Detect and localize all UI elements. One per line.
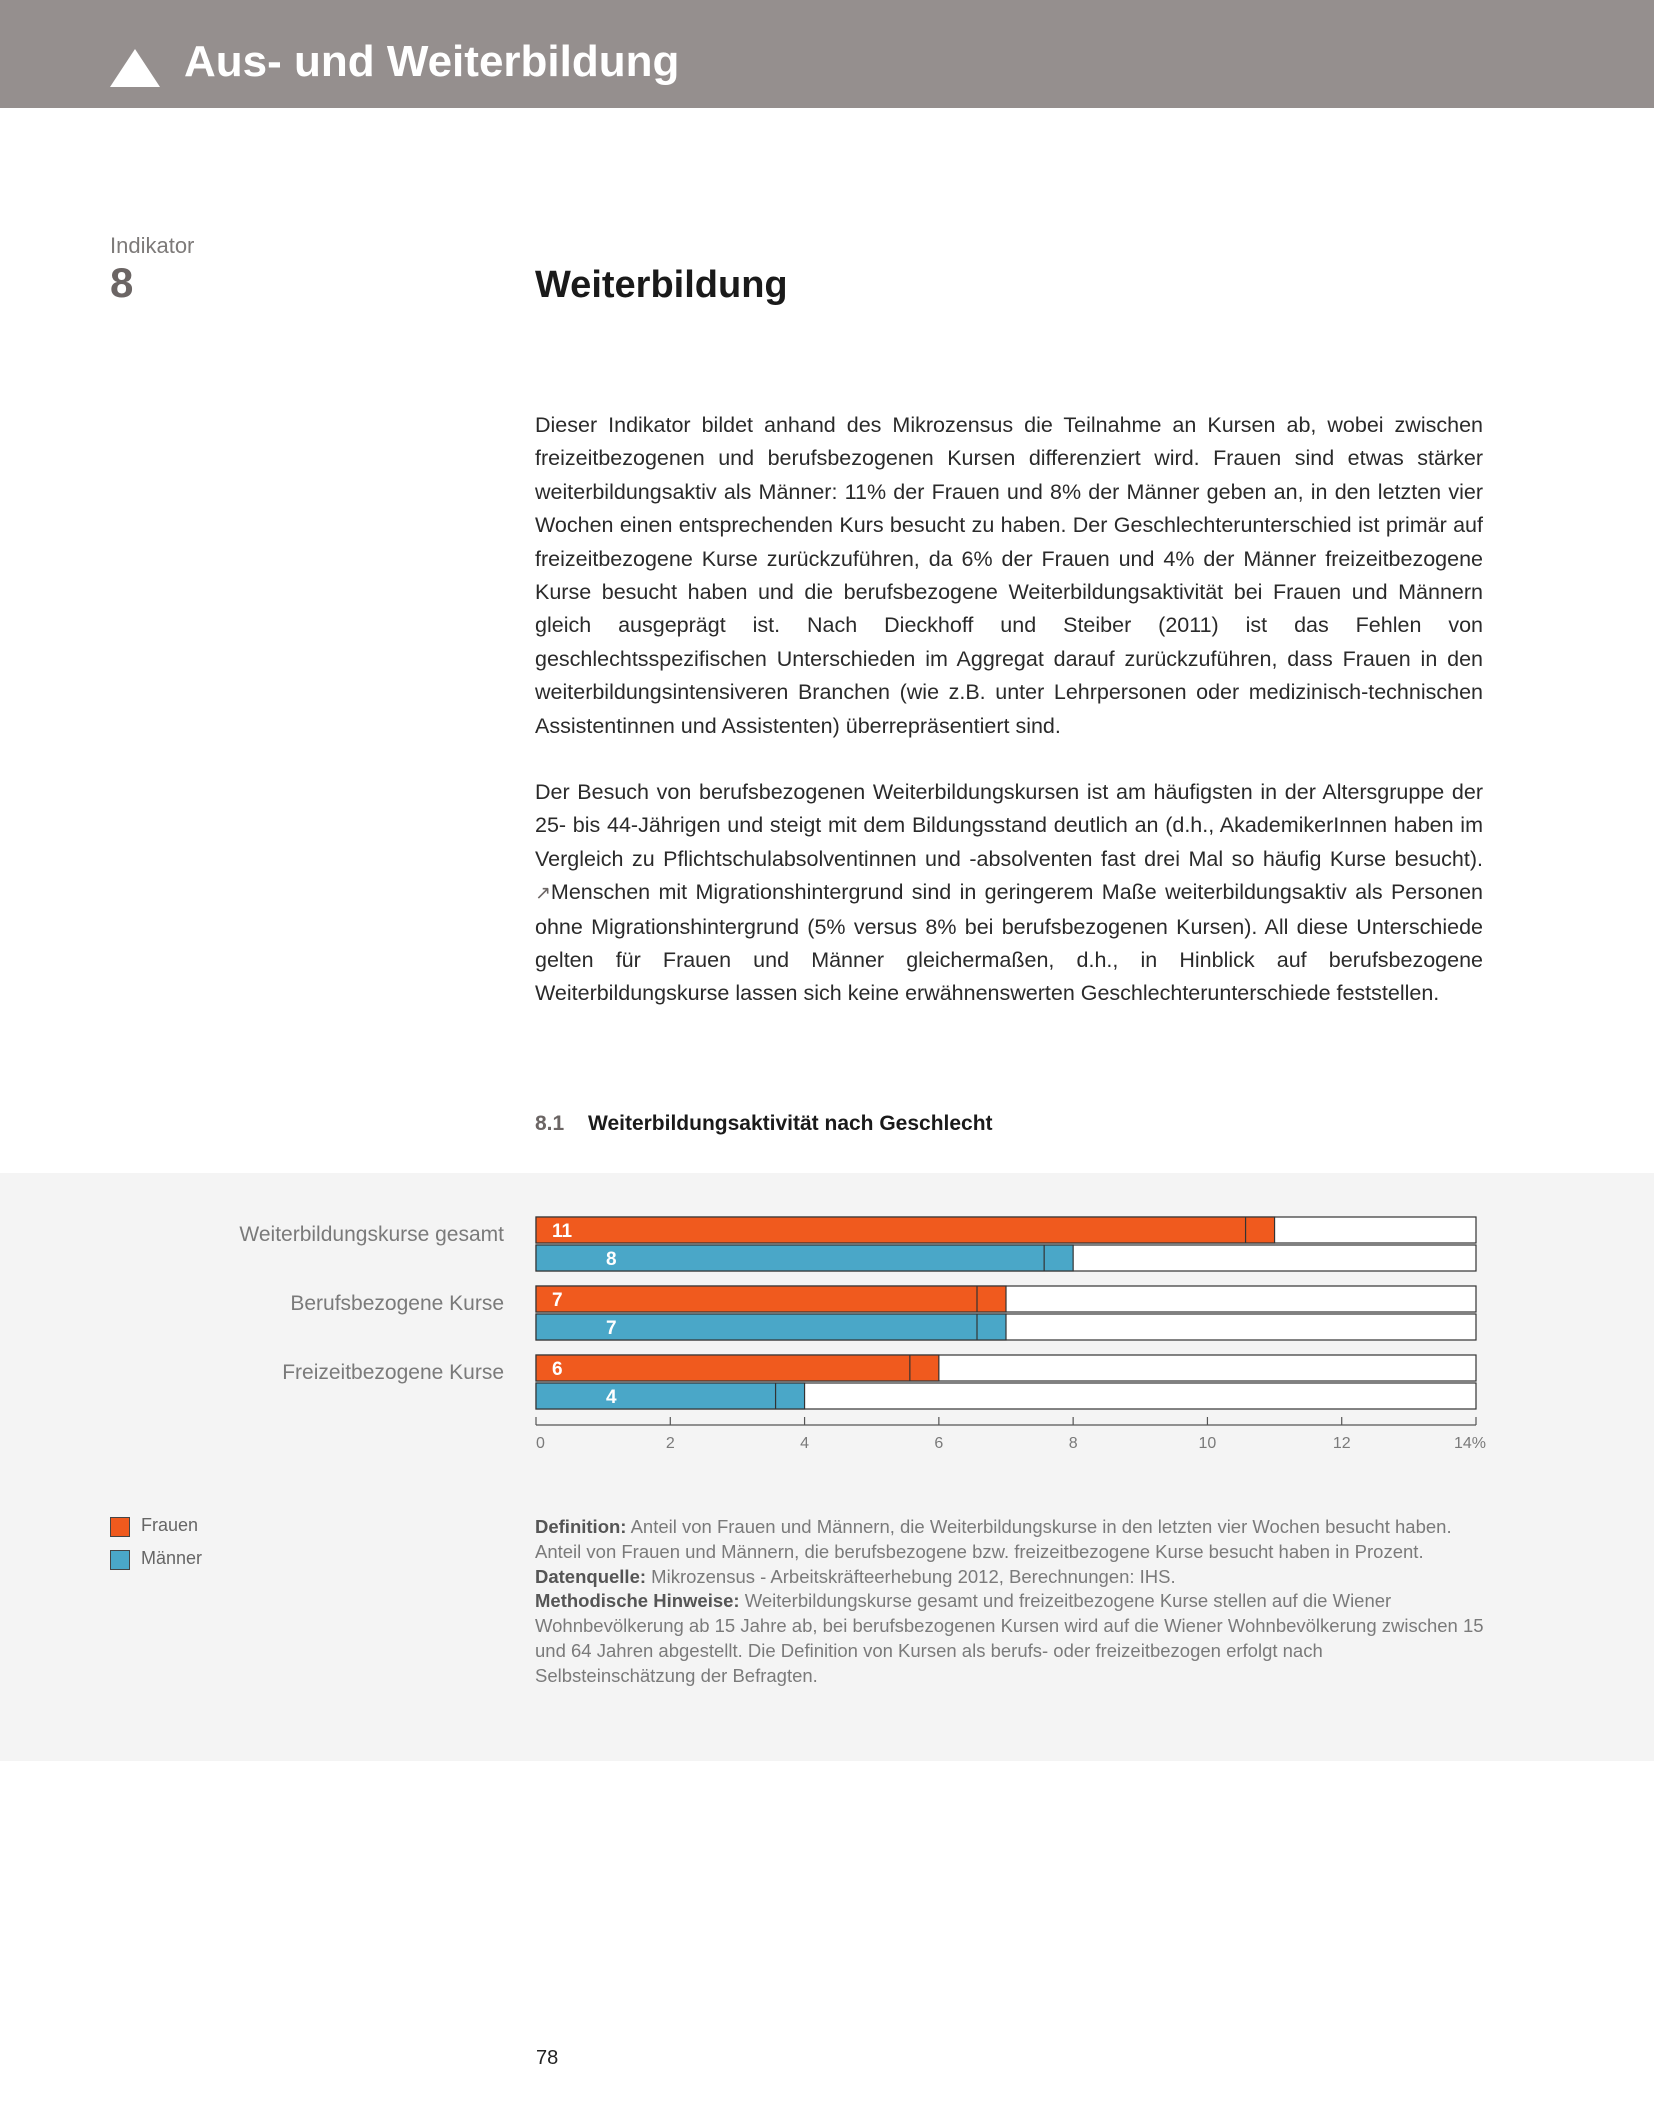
x-tick-label: 2 bbox=[665, 1435, 675, 1452]
paragraph-1: Dieser Indikator bildet anhand des Mikrozensus die Teilnahme an Kursen ab, wobei zwischen freizeitbezogenen und berufsbezogenen Kursen differenziert wird. Frauen sind etwas stärker weiterbildungsaktiv als Männer: 11% der Frauen und 8% der Männer geben an, in den letzten vier Wochen einen entsprechenden Kurs besucht zu haben. Der Geschlechterunterschied ist primär auf freizeitbezogene Kurse zurückzuführen, da 6% der Frauen und 4% der Männer freizeitbezogene Kurse besucht haben und die berufsbezogene Weiterbildungsaktivität bei Frauen und Männern gleich ausgeprägt ist. Nach Dieckhoff und Steiber (2011) ist das Fehlen von geschlechtsspezifischen Unterschieden im Aggregat darauf zurückzuführen, dass Frauen in den weiterbildungsintensiveren Branchen (wie z.B. unter Lehrpersonen oder medizinisch-technischen Assistentinnen und Assistenten) überrepräsentiert sind. bbox=[535, 413, 1483, 738]
data-label: 7 bbox=[606, 1318, 617, 1339]
data-label: 7 bbox=[552, 1290, 563, 1311]
figure-number: 8.1 bbox=[535, 1112, 565, 1135]
definition-text: Anteil von Frauen und Männern, die Weiterbildungskurse in den letzten vier Wochen besucht haben. Anteil von Frauen und Männern, die berufsbezogene bzw. freizeitbezogene Kurse besucht haben in Prozent. bbox=[535, 1516, 1452, 1562]
paragraph-2-part-2: Menschen mit Migrationshintergrund sind in geringerem Maße weiterbildungsaktiv als Personen ohne Migrationshintergrund (5% versus 8% bei berufsbezogenen Kursen). All diese Unterschiede gelten für Frauen und Männer gleichermaßen, d.h., in Hinblick auf berufsbezogene Weiterbildungskurse lassen sich keine erwähnenswerten Geschlechterunterschiede feststellen. bbox=[535, 880, 1483, 1006]
indicator-number: 8 bbox=[110, 259, 134, 306]
page-title: Weiterbildung bbox=[535, 264, 788, 306]
source-text: Mikrozensus - Arbeitskräfteerhebung 2012, Berechnungen: IHS. bbox=[646, 1565, 1176, 1587]
x-tick-label: 4 bbox=[800, 1435, 810, 1452]
definition-label: Definition: bbox=[535, 1516, 627, 1537]
category-label: Berufsbezogene Kurse bbox=[290, 1292, 504, 1315]
paragraph-2-part-1: Der Besuch von berufsbezogenen Weiterbildungskursen ist am häufigsten in der Altersgruppe der 25- bis 44-Jährigen und steigt mit dem Bildungsstand deutlich an (d.h., AkademikerInnen haben im Vergleich zu Pflichtschulabsolventinnen und -absolventen fast drei Mal so häufig Kurse besucht). bbox=[535, 780, 1483, 871]
data-label: 11 bbox=[552, 1221, 573, 1242]
method-label: Methodische Hinweise: bbox=[535, 1590, 740, 1612]
method-text: Weiterbildungskurse gesamt und freizeitbezogene Kurse stellen auf die Wiener Wohnbevölkerung ab 15 Jahre ab, bei berufsbezogenen Kursen wird auf die Wiener Wohnbevölkerung zwischen 15 und 64 Jahren abgestellt. Die Definition von Kursen als berufs- oder freizeitbezogen erfolgt nach Selbsteinschätzung der Befragten. bbox=[535, 1590, 1484, 1686]
indicator-label: Indikator bbox=[110, 233, 195, 258]
bar-frauen bbox=[536, 1355, 939, 1381]
x-tick-label: 10 bbox=[1198, 1435, 1217, 1452]
x-tick-label: 8 bbox=[1068, 1435, 1078, 1452]
data-label: 8 bbox=[606, 1249, 617, 1270]
category-label: Weiterbildungskurse gesamt bbox=[239, 1223, 504, 1246]
figure-title: Weiterbildungsaktivität nach Geschlecht bbox=[588, 1112, 993, 1135]
x-tick-label: 0 bbox=[536, 1435, 545, 1452]
data-label: 4 bbox=[606, 1387, 617, 1408]
x-tick-label: 6 bbox=[934, 1435, 944, 1452]
x-tick-label: 14% bbox=[1453, 1435, 1486, 1452]
legend-label-maenner: Männer bbox=[141, 1548, 203, 1568]
triangle-icon bbox=[110, 49, 160, 87]
reference-arrow-icon: ↗ bbox=[535, 883, 551, 905]
category-label: Freizeitbezogene Kurse bbox=[282, 1361, 504, 1384]
section-title: Aus- und Weiterbildung bbox=[184, 37, 680, 86]
legend-swatch-frauen bbox=[110, 1517, 130, 1537]
paragraph-2 bbox=[535, 776, 1483, 1011]
section-header bbox=[0, 0, 1654, 108]
bar-frauen bbox=[536, 1217, 1275, 1243]
definition-block bbox=[535, 1515, 1485, 1689]
data-label: 6 bbox=[552, 1359, 563, 1380]
legend-label-frauen: Frauen bbox=[141, 1515, 199, 1535]
bar-maenner bbox=[536, 1383, 805, 1409]
page-number: 78 bbox=[536, 2047, 559, 2069]
source-label: Datenquelle: bbox=[535, 1565, 647, 1587]
bar-frauen bbox=[536, 1286, 1006, 1312]
legend-swatch-maenner bbox=[110, 1550, 130, 1570]
bar-chart bbox=[0, 1173, 1654, 1503]
x-tick-label: 12 bbox=[1332, 1435, 1351, 1452]
